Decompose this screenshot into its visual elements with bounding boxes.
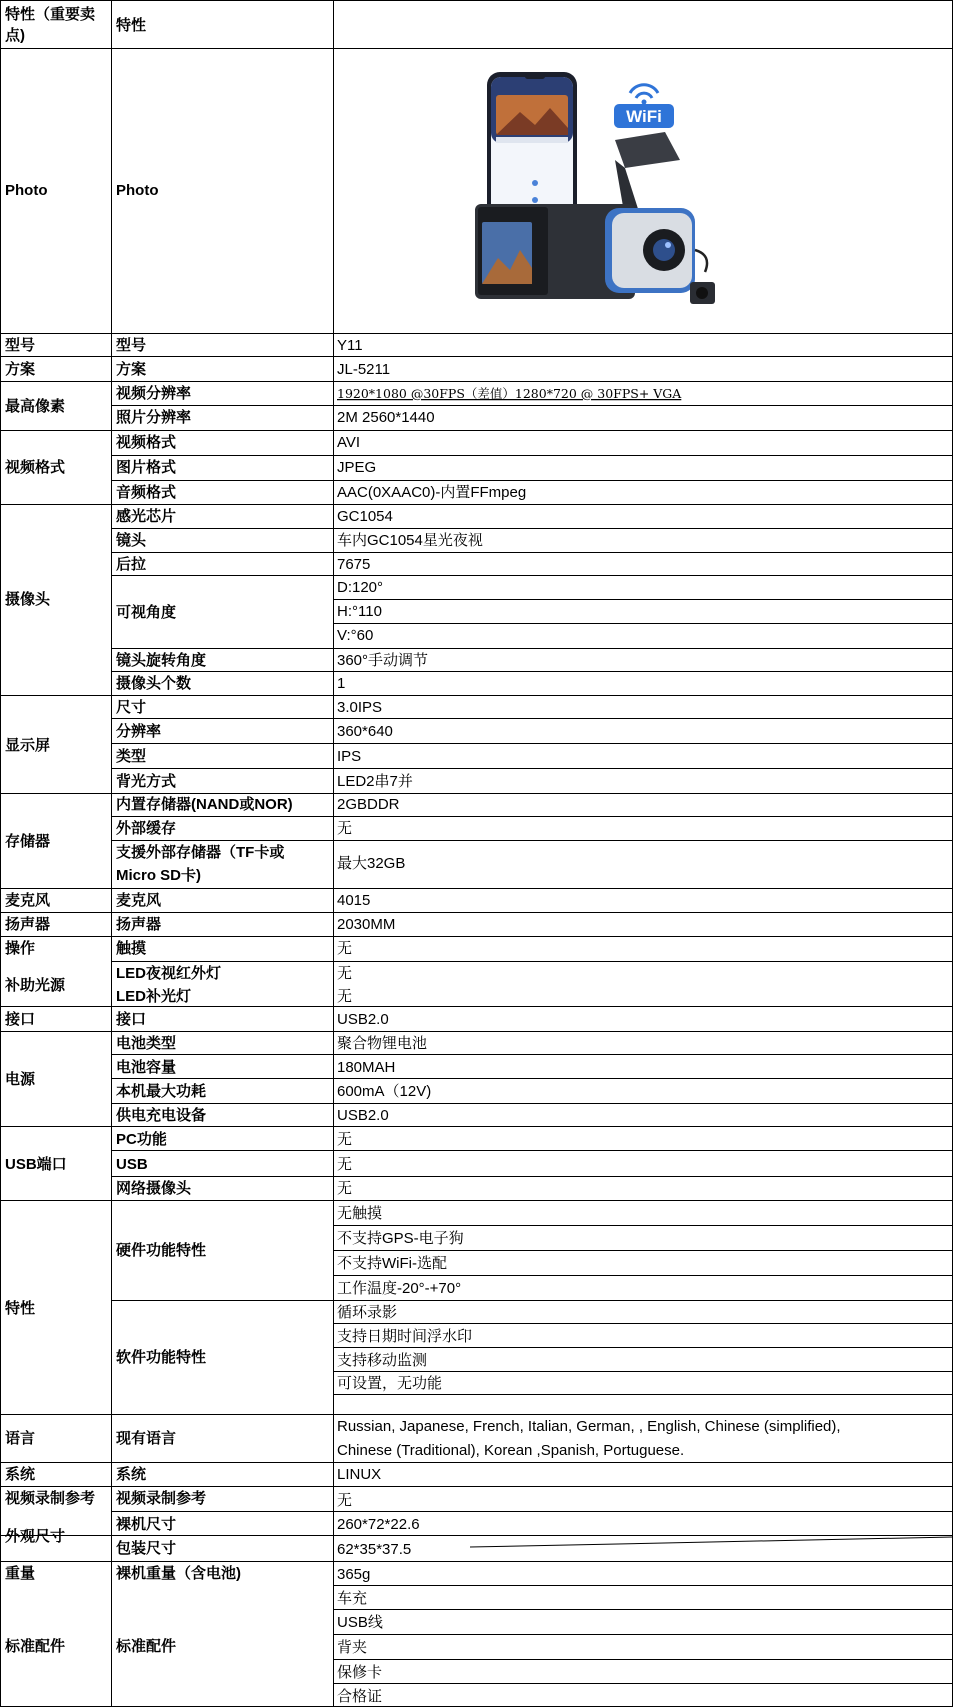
value-battery-capacity: 180MAH	[337, 1059, 396, 1076]
cat-display: 显示屏	[5, 737, 51, 754]
cat-operation: 操作	[5, 940, 36, 957]
name-software-features: 软件功能特性	[116, 1349, 207, 1366]
value-external-cache: 无	[337, 820, 353, 837]
value-audio-format: AAC(0XAAC0)-内置FFmpeg	[337, 484, 527, 501]
name-webcam: 网络摄像头	[116, 1180, 192, 1197]
name-video-resolution: 视频分辨率	[116, 385, 192, 402]
name-view-angle: 可视角度	[116, 604, 177, 621]
cat-weight: 重量	[5, 1565, 36, 1582]
cat-speaker: 扬声器	[5, 916, 51, 933]
cat-mic: 麦克风	[5, 892, 51, 909]
value-model: Y11	[337, 337, 363, 354]
cat-video-ref: 视频录制参考	[5, 1490, 96, 1507]
name-speaker: 扬声器	[116, 916, 162, 933]
value-hw-1: 无触摸	[337, 1205, 383, 1222]
value-video-resolution: 1920*1080 @30FPS（差值）1280*720 @ 30FPS+ VGA	[337, 386, 682, 401]
name-lens: 镜头	[116, 532, 147, 549]
name-package-size: 包装尺寸	[116, 1540, 177, 1557]
name-language: 现有语言	[116, 1430, 177, 1447]
name-battery-type: 电池类型	[116, 1035, 177, 1052]
value-camera-count: 1	[337, 675, 346, 692]
value-accessory-5: 合格证	[337, 1688, 383, 1705]
name-charging-device: 供电充电设备	[116, 1107, 207, 1124]
name-ir-led: LED夜视红外灯	[116, 965, 222, 982]
cat-features: 特性	[5, 1300, 36, 1317]
header-col1-line2: 点)	[5, 27, 25, 44]
name-backlight: 背光方式	[116, 773, 177, 790]
value-webcam: 无	[337, 1180, 353, 1197]
value-system: LINUX	[337, 1466, 382, 1483]
value-accessory-4: 保修卡	[337, 1664, 383, 1681]
name-sensor: 感光芯片	[116, 508, 177, 525]
name-max-power: 本机最大功耗	[116, 1083, 207, 1100]
value-sensor: GC1054	[337, 508, 393, 525]
value-mic: 4015	[337, 892, 371, 909]
value-fill-led: 无	[337, 988, 353, 1005]
value-sw-2: 支持日期时间浮水印	[337, 1328, 473, 1345]
name-internal-storage: 内置存储器(NAND或NOR)	[116, 796, 293, 813]
name-hardware-features: 硬件功能特性	[116, 1242, 207, 1259]
value-weight: 365g	[337, 1566, 371, 1583]
photo-label-col2: Photo	[116, 182, 159, 199]
name-body-size: 裸机尺寸	[116, 1516, 177, 1533]
value-charging-device: USB2.0	[337, 1107, 389, 1124]
cat-language: 语言	[5, 1430, 36, 1447]
cat-storage: 存储器	[5, 833, 51, 850]
name-weight: 裸机重量（含电池)	[116, 1565, 241, 1582]
name-battery-capacity: 电池容量	[116, 1059, 177, 1076]
name-mic: 麦克风	[116, 892, 162, 909]
wifi-icon	[614, 85, 674, 128]
name-display-type: 类型	[116, 748, 147, 765]
value-language-line2: Chinese (Traditional), Korean ,Spanish, Portuguese.	[337, 1442, 685, 1459]
name-audio-format: 音频格式	[116, 484, 177, 501]
value-photo-resolution: 2M 2560*1440	[337, 409, 435, 426]
header-col2: 特性	[116, 17, 147, 34]
cat-model: 型号	[5, 337, 36, 354]
value-speaker: 2030MM	[337, 916, 396, 933]
name-fill-led: LED补光灯	[116, 988, 192, 1005]
cat-system: 系统	[5, 1466, 36, 1483]
value-display-resolution: 360*640	[337, 723, 393, 740]
cat-dimensions: 外观尺寸	[5, 1528, 66, 1545]
name-camera-count: 摄像头个数	[116, 675, 192, 692]
value-battery-type: 聚合物锂电池	[337, 1035, 428, 1052]
value-display-size: 3.0IPS	[337, 699, 383, 716]
value-view-angle-h: H:°110	[337, 603, 382, 620]
value-language-line1: Russian, Japanese, French, Italian, German, , English, Chinese (simplified),	[337, 1418, 841, 1435]
value-display-type: IPS	[337, 748, 362, 765]
value-lens-rotation: 360°手动调节	[337, 652, 429, 669]
value-external-storage: 最大32GB	[337, 855, 406, 872]
product-photo	[475, 72, 715, 304]
cat-camera: 摄像头	[5, 591, 51, 608]
value-video-ref: 无	[337, 1492, 353, 1509]
cat-aux-light: 补助光源	[5, 977, 66, 994]
name-pc-function: PC功能	[116, 1131, 167, 1148]
value-interface: USB2.0	[337, 1011, 389, 1028]
value-accessory-3: 背夹	[337, 1639, 368, 1656]
cat-solution: 方案	[5, 361, 36, 378]
name-lens-rotation: 镜头旋转角度	[116, 652, 207, 669]
value-sw-1: 循环录影	[337, 1304, 398, 1321]
name-video-ref: 视频录制参考	[116, 1490, 207, 1507]
name-usb: USB	[116, 1156, 148, 1173]
value-view-angle-d: D:120°	[337, 579, 384, 596]
value-view-angle-v: V:°60	[337, 627, 374, 644]
name-image-format: 图片格式	[116, 459, 177, 476]
name-system: 系统	[116, 1466, 147, 1483]
cat-interface: 接口	[5, 1011, 36, 1028]
value-accessory-2: USB线	[337, 1614, 383, 1631]
value-backlight: LED2串7并	[337, 773, 413, 790]
value-touch: 无	[337, 940, 353, 957]
cat-usb: USB端口	[5, 1156, 67, 1173]
value-internal-storage: 2GBDDR	[337, 796, 400, 813]
value-hw-4: 工作温度-20°-+70°	[337, 1280, 462, 1297]
value-ir-led: 无	[337, 965, 353, 982]
header-col1-line1: 特性（重要卖	[5, 6, 96, 23]
value-max-power: 600mA（12V)	[337, 1083, 432, 1100]
name-photo-resolution: 照片分辨率	[116, 409, 192, 426]
wifi-badge-label: WiFi	[626, 107, 662, 126]
value-pc-function: 无	[337, 1131, 353, 1148]
name-solution: 方案	[116, 361, 147, 378]
name-external-cache: 外部缓存	[116, 820, 177, 837]
photo-label-col1: Photo	[5, 182, 48, 199]
value-package-size: 62*35*37.5	[337, 1541, 412, 1558]
cat-power: 电源	[5, 1071, 36, 1088]
value-lens: 车内GC1054星光夜视	[337, 532, 483, 549]
value-solution: JL-5211	[337, 361, 391, 378]
name-display-size: 尺寸	[116, 699, 147, 716]
name-external-storage-line2: Micro SD卡)	[116, 867, 202, 884]
name-external-storage-line1: 支援外部存储器（TF卡或	[116, 844, 285, 861]
name-video-format: 视频格式	[116, 434, 177, 451]
value-sw-3: 支持移动监测	[337, 1352, 428, 1369]
value-rear: 7675	[337, 556, 371, 573]
value-sw-4: 可设置，无功能	[337, 1375, 443, 1392]
value-accessory-1: 车充	[337, 1590, 368, 1607]
name-touch: 触摸	[116, 940, 147, 957]
value-body-size: 260*72*22.6	[337, 1516, 420, 1533]
name-model: 型号	[116, 337, 147, 354]
name-display-resolution: 分辨率	[116, 723, 162, 740]
value-image-format: JPEG	[337, 459, 377, 476]
value-usb: 无	[337, 1156, 353, 1173]
name-interface: 接口	[116, 1011, 147, 1028]
cat-format: 视频格式	[5, 459, 66, 476]
name-accessories: 标准配件	[116, 1638, 177, 1655]
cat-pixels: 最高像素	[5, 398, 66, 415]
name-rear: 后拉	[116, 556, 147, 573]
value-hw-3: 不支持WiFi-选配	[337, 1255, 447, 1272]
cat-accessories: 标准配件	[5, 1638, 66, 1655]
value-hw-2: 不支持GPS-电子狗	[337, 1230, 464, 1247]
value-video-format: AVI	[337, 434, 361, 451]
